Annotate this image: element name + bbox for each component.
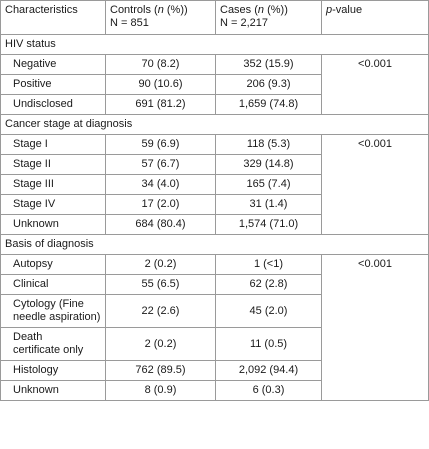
section-title: Basis of diagnosis xyxy=(1,235,429,255)
table-row xyxy=(1,135,429,155)
cases-cell: 352 (15.9) xyxy=(216,55,322,75)
controls-cell: 684 (80.4) xyxy=(106,215,216,235)
row-label: Undisclosed xyxy=(1,95,106,115)
cases-cell: 1,659 (74.8) xyxy=(216,95,322,115)
controls-cell: 2 (0.2) xyxy=(106,255,216,275)
controls-cell: 57 (6.7) xyxy=(106,155,216,175)
p-value-cell: <0.001 xyxy=(322,135,429,235)
row-label: Cytology (Fine needle aspiration) xyxy=(1,295,106,328)
row-label: Stage II xyxy=(1,155,106,175)
p-value-cell: <0.001 xyxy=(322,255,429,401)
section-row-cancer-stage xyxy=(1,115,429,135)
row-label: Clinical xyxy=(1,275,106,295)
cases-cell: 1,574 (71.0) xyxy=(216,215,322,235)
section-row-basis-of-diagnosis xyxy=(1,235,429,255)
controls-cell: 17 (2.0) xyxy=(106,195,216,215)
table-row xyxy=(1,55,429,75)
header-p-value: p-value xyxy=(322,1,429,35)
controls-cell: 22 (2.6) xyxy=(106,295,216,328)
controls-cell: 55 (6.5) xyxy=(106,275,216,295)
header-cases: Cases (n (%)) N = 2,217 xyxy=(216,1,322,35)
header-characteristics: Characteristics xyxy=(1,1,106,35)
row-label: Stage IV xyxy=(1,195,106,215)
table-header-row xyxy=(1,1,429,35)
controls-cell: 2 (0.2) xyxy=(106,328,216,361)
cases-cell: 118 (5.3) xyxy=(216,135,322,155)
controls-cell: 762 (89.5) xyxy=(106,361,216,381)
row-label: Positive xyxy=(1,75,106,95)
row-label: Unknown xyxy=(1,381,106,401)
cases-cell: 11 (0.5) xyxy=(216,328,322,361)
row-label: Autopsy xyxy=(1,255,106,275)
controls-cell: 8 (0.9) xyxy=(106,381,216,401)
cases-cell: 165 (7.4) xyxy=(216,175,322,195)
section-row-hiv-status xyxy=(1,35,429,55)
controls-cell: 90 (10.6) xyxy=(106,75,216,95)
controls-cell: 70 (8.2) xyxy=(106,55,216,75)
row-label: Death certificate only xyxy=(1,328,106,361)
section-title: Cancer stage at diagnosis xyxy=(1,115,429,135)
cases-cell: 31 (1.4) xyxy=(216,195,322,215)
cases-cell: 62 (2.8) xyxy=(216,275,322,295)
controls-cell: 59 (6.9) xyxy=(106,135,216,155)
controls-cell: 691 (81.2) xyxy=(106,95,216,115)
row-label: Negative xyxy=(1,55,106,75)
cases-cell: 6 (0.3) xyxy=(216,381,322,401)
cases-cell: 1 (<1) xyxy=(216,255,322,275)
cases-cell: 2,092 (94.4) xyxy=(216,361,322,381)
row-label: Histology xyxy=(1,361,106,381)
header-controls: Controls (n (%)) N = 851 xyxy=(106,1,216,35)
controls-cell: 34 (4.0) xyxy=(106,175,216,195)
row-label: Unknown xyxy=(1,215,106,235)
cases-cell: 45 (2.0) xyxy=(216,295,322,328)
row-label: Stage I xyxy=(1,135,106,155)
section-title: HIV status xyxy=(1,35,429,55)
p-value-cell: <0.001 xyxy=(322,55,429,115)
cases-cell: 329 (14.8) xyxy=(216,155,322,175)
table-row xyxy=(1,255,429,275)
cases-cell: 206 (9.3) xyxy=(216,75,322,95)
row-label: Stage III xyxy=(1,175,106,195)
